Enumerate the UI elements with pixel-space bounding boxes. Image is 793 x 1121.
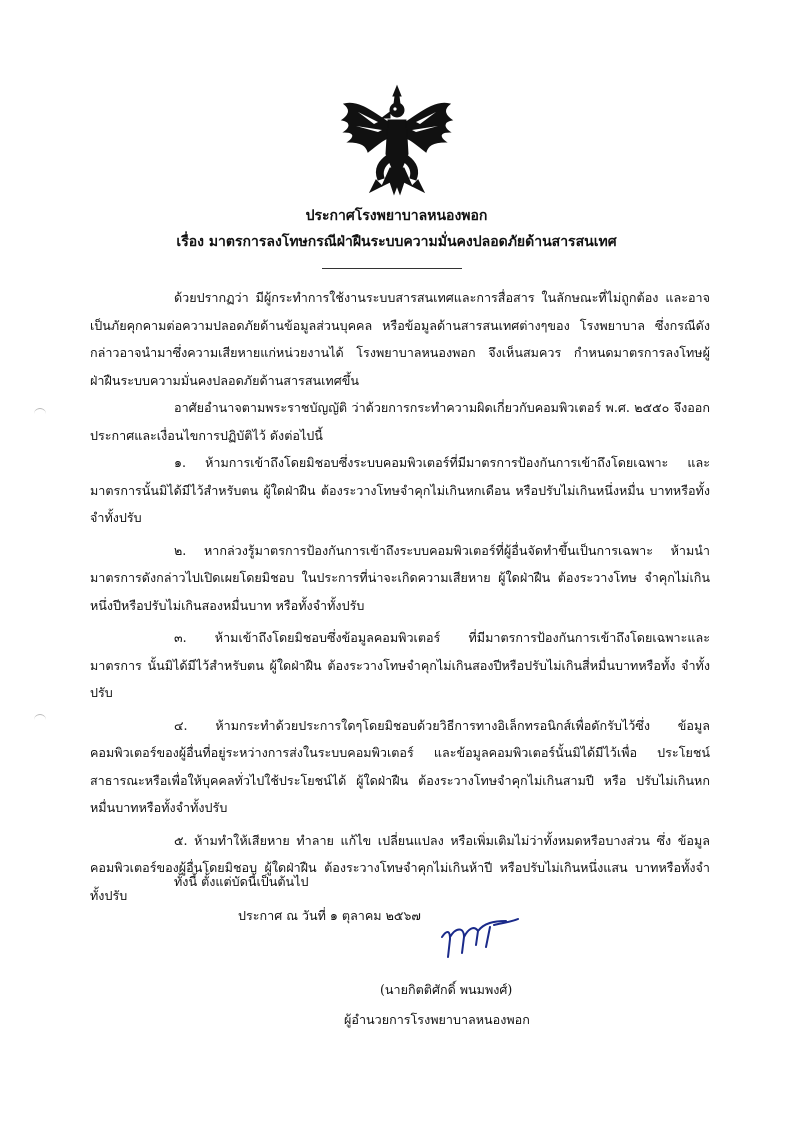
effective-statement: ทั้งนี้ ตั้งแต่บัดนี้เป็นต้นไป: [174, 874, 309, 889]
rule-item-1: ๑. ห้ามการเข้าถึงโดยมิชอบซึ่งระบบคอมพิวเตอร์ที่มีมาตรการป้องกันการเข้าถึงโดยเฉพาะ และมาตรการนั้นมิได้มีไว้สำหรับตน ผู้ใดฝ่าฝืน ต้องระวางโทษจำคุกไม่เกินหกเดือน หรือปรับไม่เกินหนึ่งหมื่น บาทหรือทั้งจำทั้งปรับ: [90, 455, 710, 525]
authority-paragraph: อาศัยอำนาจตามพระราชบัญญัติ ว่าด้วยการกระทำความผิดเกี่ยวกับคอมพิวเตอร์ พ.ศ. ๒๕๕๐ จึงออกประกาศและเงื่อนไขการปฏิบัติไว้ ดังต่อไปนี้: [90, 400, 710, 443]
title-divider: [322, 268, 462, 269]
intro-paragraph: ด้วยปรากฏว่า มีผู้กระทำการใช้งานระบบสารสนเทศและการสื่อสาร ในลักษณะที่ไม่ถูกต้อง และอาจเป็นภัยคุกคามต่อความปลอดภัยด้านข้อมูลส่วนบุคคล หรือข้อมูลด้านสารสนเทศต่างๆของ โรงพยาบาล ซึ่งกรณีดังกล่าวอาจนำมาซึ่งความเสียหายแก่หน่วยงานได้ โรงพยาบาลหนองพอก จึงเห็นสมควร กำหนดมาตรการลงโทษผู้ฝ่าฝืนระบบความมั่นคงปลอดภัยด้านสารสนเทศขึ้น: [90, 290, 710, 388]
announcement-subject: เรื่อง มาตรการลงโทษกรณีฝ่าฝืนระบบความมั่นคงปลอดภัยด้านสารสนเทศ: [176, 234, 617, 250]
announcement-title: ประกาศโรงพยาบาลหนองพอก: [305, 208, 488, 224]
rule-item-3: ๓. ห้ามเข้าถึงโดยมิชอบซึ่งข้อมูลคอมพิวเตอร์ ที่มีมาตรการป้องกันการเข้าถึงโดยเฉพาะและ มาตรการ นั้นมิได้มีไว้สำหรับตน ผู้ใดฝ่าฝืน ต้องระวางโทษจำคุกไม่เกินสองปีหรือปรับไม่เกินสี่หมื่นบาทหรือทั้ง จำทั้งปรับ: [90, 630, 710, 700]
punch-hole-mark: [34, 714, 46, 721]
rule-item-4: ๔. ห้ามกระทำด้วยประการใดๆโดยมิชอบด้วยวิธีการทางอิเล็กทรอนิกส์เพื่อดักรับไว้ซึ่ง ข้อมูลคอมพิวเตอร์ของผู้อื่นที่อยู่ระหว่างการส่งในระบบคอมพิวเตอร์ และข้อมูลคอมพิวเตอร์นั้นมิได้มีไว้เพื่อ ประโยชน์สาธารณะหรือเพื่อให้บุคคลทั่วไปใช้ประโยชน์ได้ ผู้ใดฝ่าฝืน ต้องระวางโทษจำคุกไม่เกินสามปี หรือ ปรับไม่เกินหกหมื่นบาทหรือทั้งจำทั้งปรับ: [90, 717, 710, 815]
rule-item-5: ๕. ห้ามทำให้เสียหาย ทำลาย แก้ไข เปลี่ยนแปลง หรือเพิ่มเติมไม่ว่าทั้งหมดหรือบางส่วน ซึ่ง ข้อมูลคอมพิวเตอร์ของผู้อื่นโดยมิชอบ ผู้ใดฝ่าฝืน ต้องระวางโทษจำคุกไม่เกินห้าปี หรือปรับไม่เกินหนึ่งแสน บาทหรือทั้งจำทั้งปรับ: [90, 832, 710, 903]
director-signature: [434, 915, 524, 963]
garuda-emblem-icon: [338, 82, 456, 204]
announcement-body: [90, 284, 710, 909]
signatory-name: (นายกิตติศักดิ์ พนมพงศ์): [380, 982, 513, 997]
rule-item-2: ๒. หากล่วงรู้มาตรการป้องกันการเข้าถึงระบบคอมพิวเตอร์ที่ผู้อื่นจัดทำขึ้นเป็นการเฉพาะ ห้ามนำมาตรการดังกล่าวไปเปิดเผยโดยมิชอบ ในประการที่น่าจะเกิดความเสียหาย ผู้ใดฝ่าฝืน ต้องระวางโทษ จำคุกไม่เกินหนึ่งปีหรือปรับไม่เกินสองหมื่นบาท หรือทั้งจำทั้งปรับ: [90, 542, 710, 613]
announcement-date: ประกาศ ณ วันที่ ๑ ตุลาคม ๒๕๖๗: [238, 908, 421, 923]
punch-hole-mark: [34, 408, 46, 415]
signatory-position: ผู้อำนวยการโรงพยาบาลหนองพอก: [344, 1012, 530, 1027]
